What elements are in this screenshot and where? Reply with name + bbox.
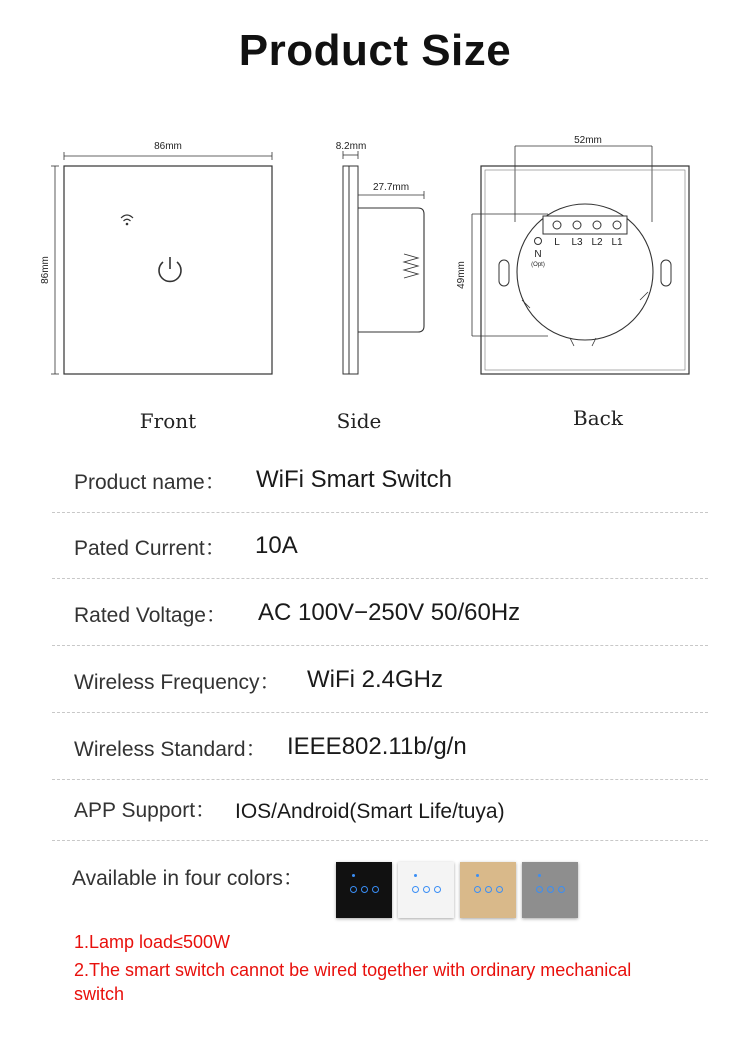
terminal-n: N <box>534 249 542 260</box>
touch-button-icon <box>350 886 357 893</box>
spec-row-current <box>52 512 708 579</box>
front-width-dim: 86mm <box>154 141 182 152</box>
spec-label: Wireless Frequency： <box>74 671 281 694</box>
spec-value: WiFi Smart Switch <box>256 466 453 493</box>
spec-value: WiFi 2.4GHz <box>307 666 444 693</box>
back-label: Back <box>573 406 623 430</box>
side-thickness-dim: 8.2mm <box>335 141 367 152</box>
front-label: Front <box>139 409 197 433</box>
wifi-indicator-icon <box>414 874 417 877</box>
touch-button-icon <box>372 886 379 893</box>
terminal-l: L <box>554 237 560 248</box>
spec-value: AC 100V−250V 50/60Hz <box>258 599 521 626</box>
spec-row-standard <box>52 713 708 780</box>
product-size-diagram <box>0 0 750 450</box>
wifi-icon <box>121 215 133 225</box>
back-height-dim: 49mm <box>456 261 467 289</box>
front-view <box>40 141 272 374</box>
side-view <box>336 141 424 374</box>
terminal-l2: L2 <box>591 237 603 248</box>
terminal-note: (Opt) <box>531 262 545 268</box>
colors-label: Available in four colors： <box>72 867 304 890</box>
touch-button-icon <box>536 886 543 893</box>
spec-row-app-support <box>52 774 708 841</box>
touch-button-icon <box>547 886 554 893</box>
touch-button-icon <box>474 886 481 893</box>
back-view <box>456 135 689 374</box>
touch-button-icon <box>485 886 492 893</box>
side-label: Side <box>336 409 382 433</box>
wifi-indicator-icon <box>476 874 479 877</box>
spec-label: Product name： <box>74 471 226 494</box>
terminal-l1: L1 <box>611 237 623 248</box>
touch-button-icon <box>412 886 419 893</box>
wifi-indicator-icon <box>538 874 541 877</box>
touch-button-icon <box>496 886 503 893</box>
spec-row-frequency <box>52 646 708 713</box>
note-mechanical-switch: 2.The smart switch cannot be wired together with ordinary mechanical switch <box>74 960 632 1004</box>
touch-button-icon <box>558 886 565 893</box>
spec-value: IEEE802.11b/g/n <box>287 733 467 760</box>
spec-row-voltage <box>52 579 708 646</box>
spec-label: Rated Voltage： <box>74 604 227 627</box>
spec-label: APP Support： <box>74 799 217 822</box>
wifi-indicator-icon <box>352 874 355 877</box>
terminal-l3: L3 <box>571 237 583 248</box>
spec-row-product-name <box>52 446 708 513</box>
touch-button-icon <box>434 886 441 893</box>
note-lamp-load: 1.Lamp load≤500W <box>74 932 230 952</box>
color-swatch-black <box>336 862 392 918</box>
page-title: Product Size <box>238 26 512 75</box>
front-height-dim: 86mm <box>40 256 51 284</box>
power-icon <box>159 257 181 281</box>
spec-label: Wireless Standard： <box>74 738 267 761</box>
touch-button-icon <box>361 886 368 893</box>
spec-value: 10A <box>255 532 298 559</box>
touch-button-icon <box>423 886 430 893</box>
spec-value: IOS/Android(Smart Life/tuya) <box>235 800 505 823</box>
color-swatch-white <box>398 862 454 918</box>
back-width-dim: 52mm <box>574 135 602 146</box>
spec-label: Pated Current： <box>74 537 226 560</box>
color-swatch-gold <box>460 862 516 918</box>
color-swatch-gray <box>522 862 578 918</box>
side-depth-dim: 27.7mm <box>372 182 410 193</box>
